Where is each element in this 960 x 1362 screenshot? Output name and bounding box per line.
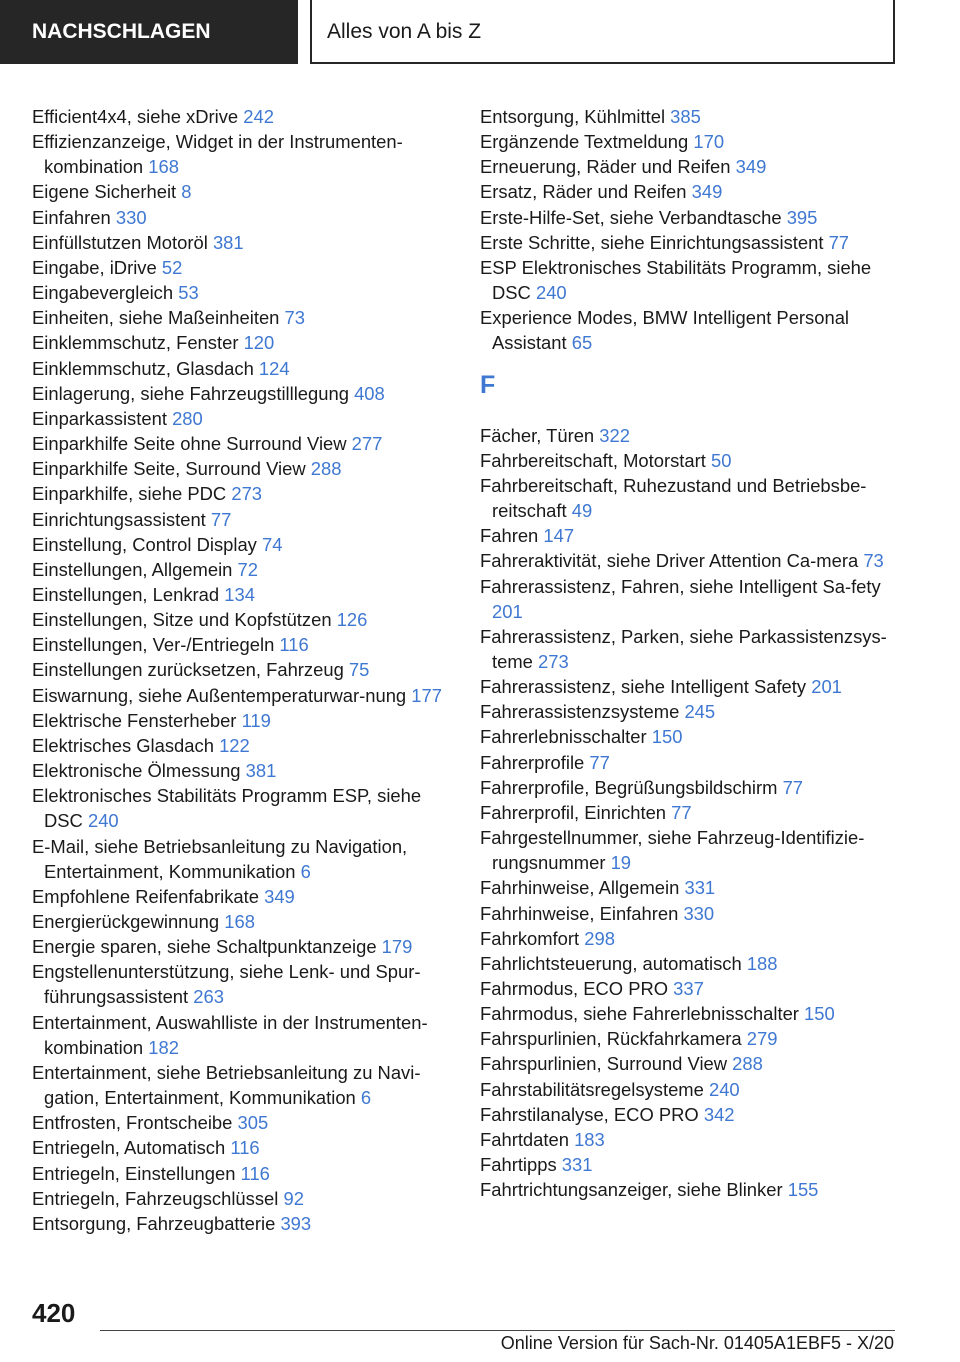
index-entry [32,381,447,406]
index-entry [480,875,900,900]
page-link[interactable]: 126 [336,609,368,631]
index-entry-text: Ersatz, Räder und Reifen [480,181,687,203]
index-entry [32,683,447,708]
index-entry [32,884,447,909]
page-link[interactable]: 119 [241,709,271,731]
footer-version-text: Online Version für Sach-Nr. 01405A1EBF5 - X/20 [500,1333,894,1353]
index-entry-text: Fahrbereitschaft, Motorstart [480,449,706,471]
index-entry [32,230,447,255]
page-link[interactable]: 73 [863,550,884,572]
page-link[interactable]: 77 [782,776,804,798]
page-link[interactable]: 188 [746,952,778,974]
index-entry-text: Fahrbereitschaft, Ruhezustand und Betriebsbe-reitschaft [480,474,867,522]
index-entry [480,750,900,775]
page-link[interactable]: 381 [212,231,244,253]
page-link[interactable]: 182 [148,1036,179,1058]
index-entry-text: Fahrerassistenz, siehe Intelligent Safety [480,676,807,698]
index-entry [480,1026,900,1051]
page-link[interactable]: 279 [746,1028,778,1050]
page-link[interactable]: 330 [115,206,147,228]
page-link[interactable]: 201 [492,600,523,622]
index-entry [32,179,447,204]
index-entry-text: Ergänzende Textmeldung [480,131,689,153]
index-entry [32,205,447,230]
index-entry [32,909,447,934]
index-entry [32,1211,447,1236]
page-link[interactable]: 77 [589,751,610,773]
index-entry-text: Einparkhilfe Seite ohne Surround View [32,433,347,455]
index-entry [32,1110,447,1135]
page-link[interactable]: 288 [732,1053,763,1075]
page-link[interactable]: 349 [691,181,723,203]
index-entry-text: Fahrstabilitätsregelsysteme [480,1078,704,1100]
index-entry [32,582,447,607]
page-link[interactable]: 349 [264,885,295,907]
index-entry [480,699,900,724]
page-link[interactable]: 77 [671,801,692,823]
page-link[interactable]: 150 [804,1003,835,1025]
page-link[interactable]: 49 [571,500,593,522]
index-entry [32,934,447,959]
page-link[interactable]: 73 [284,307,306,329]
index-entry [32,733,447,758]
page-link[interactable]: 273 [538,650,569,672]
index-entry [32,129,447,179]
index-entry [480,800,900,825]
section-tab: NACHSCHLAGEN [0,0,298,64]
page-link[interactable]: 240 [535,282,567,304]
index-entry-text: Fahrtdaten [480,1128,569,1150]
page-link[interactable]: 8 [181,181,192,203]
index-entry-text: Fahrhinweise, Allgemein [480,877,680,899]
index-entry [32,783,447,833]
index-entry-text: Einparkhilfe Seite, Surround View [32,458,306,480]
page-link[interactable]: 240 [708,1078,740,1100]
page-link[interactable]: 393 [280,1212,312,1234]
index-entry [480,674,900,699]
index-entry-text: Energierückgewinnung [32,911,220,932]
page-link[interactable]: 168 [148,156,179,178]
page-number: 420 [32,1298,76,1328]
index-entry-text: Fahrspurlinien, Rückfahrkamera [480,1028,742,1050]
index-letter-heading: F [480,370,496,399]
index-entry-text: Erneuerung, Räder und Reifen [480,156,731,178]
index-column-left [32,104,447,1236]
page-link[interactable]: 50 [711,449,732,471]
page-link[interactable]: 305 [237,1112,269,1134]
index-entry-text: Entriegeln, Automatisch [32,1137,226,1159]
index-entry-text: Elektronische Ölmessung [32,760,241,782]
index-column-right [480,104,900,1202]
page-link[interactable]: 288 [310,458,342,480]
index-entry-text: Einstellungen, Allgemein [32,558,233,580]
index-entry [480,825,900,875]
index-entry-text: Eigene Sicherheit [32,181,177,203]
index-entry-text: Fahrerassistenz, Parken, siehe Parkassistenzsys-teme [480,625,887,672]
index-entry [32,330,447,355]
index-entry [32,280,447,305]
index-entry [480,423,900,448]
index-entry-text: Engstellenunterstützung, siehe Lenk- und Spur-führungsassistent [32,961,421,1008]
index-entry [480,205,900,230]
index-entry-text: Fahrmodus, ECO PRO [480,978,669,999]
index-entry [32,356,447,381]
page-link[interactable]: 337 [673,978,704,999]
page-link[interactable]: 120 [243,332,275,354]
index-entry [32,657,447,682]
index-entry [32,758,447,783]
page-link[interactable]: 331 [561,1154,593,1176]
index-entry [480,1102,900,1127]
index-entry-text: Einstellungen zurücksetzen, Fahrzeug [32,659,344,681]
index-entry-text: Fahrerassistenz, Fahren, siehe Intelligent Sa-fety [480,575,881,597]
index-entry-text: Fahrerassistenzsysteme [480,701,680,723]
index-entry-text: Entertainment, siehe Betriebsanleitung zu Navi-gation, Entertainment, Kommunikation [32,1061,421,1109]
index-entry [32,557,447,582]
page-link[interactable]: 6 [300,860,311,882]
index-entry-text: Elektrische Fensterheber [32,709,237,731]
page-link[interactable]: 322 [599,424,630,446]
index-entry-text: Experience Modes, BMW Intelligent Personal Assistant [480,307,850,354]
index-entry-text: ESP Elektronisches Stabilitäts Programm, siehe DSC [480,256,872,304]
page-link[interactable]: 349 [735,156,767,178]
index-entry [480,1077,900,1102]
index-entry [32,708,447,733]
page-link[interactable]: 273 [231,483,263,505]
page-link[interactable]: 263 [193,986,224,1008]
index-entry [32,481,447,506]
page-link[interactable]: 124 [258,357,290,379]
page-link[interactable]: 116 [279,634,309,656]
index-entry [480,548,900,573]
page-link[interactable]: 240 [87,810,119,832]
page-link[interactable]: 19 [610,852,632,874]
index-entry-text: Einklemmschutz, Glasdach [32,357,254,379]
page-link[interactable]: 155 [787,1179,819,1201]
page-link[interactable]: 116 [230,1137,260,1159]
index-entry-text: Fächer, Türen [480,424,595,446]
page-link[interactable]: 65 [571,332,593,354]
page-link[interactable]: 183 [574,1128,605,1150]
index-entry-text: Fahrstilanalyse, ECO PRO [480,1103,699,1125]
index-entry [32,1060,447,1110]
index-entry-text: Einlagerung, siehe Fahrzeugstilllegung [32,382,349,404]
index-entry-text: Erste-Hilfe-Set, siehe Verbandtasche [480,206,782,228]
page-link[interactable]: 385 [670,106,701,127]
index-entry-text: Fahrlichtsteuerung, automatisch [480,952,742,974]
index-entry-text: Einstellungen, Lenkrad [32,583,220,605]
index-entry-text: Fahrerprofile [480,751,585,773]
index-entry-text: Fahrhinweise, Einfahren [480,902,679,924]
index-entry-text: Erste Schritte, siehe Einrichtungsassistent [480,231,824,253]
index-entry [32,959,447,1009]
footer-divider [100,1330,895,1331]
index-entry-text: Einrichtungsassistent [32,508,206,530]
index-entry-text: Fahrmodus, siehe Fahrerlebnisschalter [480,1003,799,1025]
index-entry [32,1135,447,1160]
index-entry-text: Einstellungen, Sitze und Kopfstützen [32,609,332,631]
index-entry [32,532,447,557]
index-entry [32,1010,447,1060]
index-entry-text: Einstellung, Control Display [32,533,257,555]
index-entry [480,523,900,548]
page-link[interactable]: 179 [381,936,413,958]
page-link[interactable]: 53 [178,282,199,304]
index-entry-text: Entfrosten, Frontscheibe [32,1112,233,1134]
index-entry [32,1186,447,1211]
index-entry-text: Entertainment, Auswahlliste in der Instrumenten-kombination [32,1011,428,1058]
index-entry [480,255,900,305]
page-link[interactable]: 280 [172,407,203,429]
index-entry-text: Fahrerprofile, Begrüßungsbildschirm [480,776,778,798]
index-entry [480,179,900,204]
index-entry-text: Einklemmschutz, Fenster [32,332,239,354]
index-entry-text: Einparkhilfe, siehe PDC [32,483,227,505]
page-header-title: Alles von A bis Z [310,0,895,64]
index-entry [32,507,447,532]
index-entry-text: Einheiten, siehe Maßeinheiten [32,307,280,329]
index-entry-text: Entsorgung, Kühlmittel [480,106,666,127]
index-entry-text: Einfahren [32,206,111,228]
index-entry [480,1152,900,1177]
index-entry-text: Efficient4x4, siehe xDrive [32,106,239,127]
index-entry [480,901,900,926]
index-entry-text: Entsorgung, Fahrzeugbatterie [32,1212,276,1234]
index-entry [32,1161,447,1186]
page-link[interactable]: 177 [411,684,442,706]
page-link[interactable]: 134 [224,583,255,605]
index-entry [480,724,900,749]
page-link[interactable]: 150 [651,726,683,748]
page-link[interactable]: 77 [210,508,232,530]
page-link[interactable]: 72 [237,558,258,580]
index-entry-text: Fahreraktivität, siehe Driver Attention Ca-mera [480,550,859,572]
page-link[interactable]: 395 [786,206,818,228]
page-link[interactable]: 92 [283,1187,304,1209]
index-entry [32,834,447,884]
index-entry [480,775,900,800]
page-link[interactable]: 201 [811,676,842,698]
page-link[interactable]: 147 [543,525,575,547]
page-link[interactable]: 122 [219,734,250,756]
page-link[interactable]: 331 [684,877,716,899]
index-entry-text: Fahrspurlinien, Surround View [480,1053,728,1075]
index-entry [480,473,900,523]
page-link[interactable]: 408 [354,382,385,404]
index-entry [32,406,447,431]
page-link[interactable]: 381 [245,760,277,782]
index-entry-text: E-Mail, siehe Betriebsanleitung zu Navigation, Entertainment, Kommunikation [32,835,408,882]
page-link[interactable]: 342 [703,1103,735,1125]
index-entry [32,104,447,129]
index-entry [480,448,900,473]
page-link[interactable]: 75 [348,659,370,681]
index-entry [480,574,900,624]
index-entry-text: Effizienzanzeige, Widget in der Instrumenten-kombination [32,131,403,178]
index-entry-text: Elektrisches Glasdach [32,734,214,756]
index-entry-text: Eingabe, iDrive [32,256,157,278]
index-entry [480,1001,900,1026]
index-entry [480,305,900,355]
page-link[interactable]: 74 [262,533,283,555]
page-link[interactable]: 298 [584,927,615,949]
index-entry [480,230,900,255]
index-entry-text: Fahrgestellnummer, siehe Fahrzeug-Identifizie-rungsnummer [480,827,865,874]
page-link[interactable]: 330 [683,902,715,924]
index-entry-text: Fahrtipps [480,1154,557,1176]
index-entry-text: Eiswarnung, siehe Außentemperaturwar-nung [32,684,407,706]
index-entry [480,154,900,179]
index-entry [480,951,900,976]
index-entry-text: Fahrkomfort [480,927,580,949]
page-link[interactable]: 277 [351,433,383,455]
index-entry-text: Entriegeln, Fahrzeugschlüssel [32,1187,279,1209]
index-entry-text: Fahrerprofil, Einrichten [480,801,667,823]
index-entry-text: Empfohlene Reifenfabrikate [32,885,259,907]
page-link[interactable]: 170 [693,131,725,153]
page-link[interactable]: 6 [360,1087,372,1109]
page-link[interactable]: 77 [828,231,850,253]
index-entry [480,104,900,129]
index-entry [480,926,900,951]
index-entry-text: Elektronisches Stabilitäts Programm ESP, siehe DSC [32,785,422,832]
index-entry-text: Einstellungen, Ver-/Entriegeln [32,634,275,656]
page-link[interactable]: 245 [684,701,716,723]
index-entry [480,976,900,1001]
index-entry-text: Eingabevergleich [32,282,174,304]
index-entry-text: Energie sparen, siehe Schaltpunktanzeige [32,936,377,958]
index-entry [480,1177,900,1202]
index-entry [32,632,447,657]
index-entry [32,305,447,330]
index-entry [480,1051,900,1076]
index-entry-text: Fahrtrichtungsanzeiger, siehe Blinker [480,1179,783,1201]
page-link[interactable]: 168 [224,911,255,932]
index-entry-text: Einfüllstutzen Motoröl [32,231,208,253]
index-entry-text: Fahren [480,525,539,547]
page-link[interactable]: 116 [240,1162,270,1184]
index-entry [32,456,447,481]
page-link[interactable]: 242 [243,106,274,127]
index-entry [32,431,447,456]
index-entry-text: Entriegeln, Einstellungen [32,1162,236,1184]
index-entry [480,1127,900,1152]
index-entry [32,607,447,632]
page-link[interactable]: 52 [161,256,183,278]
index-entry [480,129,900,154]
index-entry [32,255,447,280]
index-entry [480,624,900,674]
index-entry-text: Einparkassistent [32,407,167,429]
index-entry-text: Fahrerlebnisschalter [480,726,647,748]
